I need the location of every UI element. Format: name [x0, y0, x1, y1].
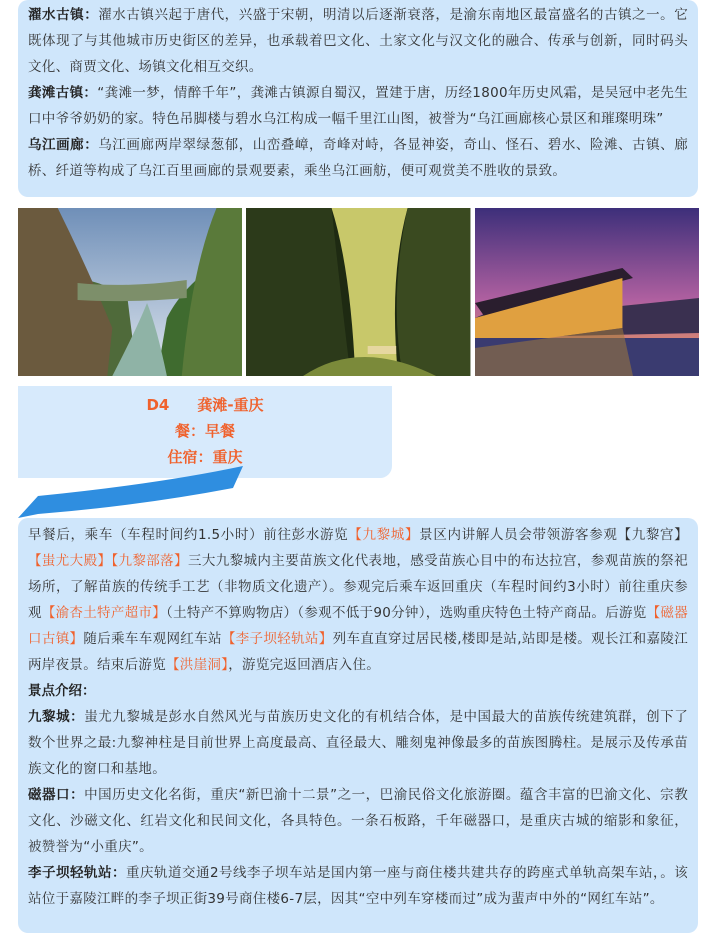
itinerary-text-5: 随后乘车车观网红车站: [83, 631, 222, 647]
gongtan-text: “龚滩一梦，情醉千年”，龚滩古镇源自蜀汉，置建于唐，历经1800年历史风霜，是吴冠中老先生口中爷爷奶奶的家。特色吊脚楼与碧水乌江构成一幅千里江山图，被誉为“乌江画廊核心景区和璀璨明珠”: [28, 85, 689, 127]
highlight-liziba-station: 【李子坝轻轨站】: [221, 631, 333, 647]
zhuoshui-title: 濯水古镇：: [28, 7, 99, 23]
liziba-intro-text: 重庆轨道交通2号线李子坝车站是国内第一座与商住楼共建共存的跨座式单轨高架车站，。该站位于嘉陵江畔的李子坝正街39号商住楼6-7层，因其“空中列车穿楼而过”成为蜚声中外的“网红车站”。: [28, 865, 688, 907]
canyon-boat-photo: [246, 208, 470, 376]
jiuli-intro-title: 九黎城：: [28, 709, 85, 725]
itinerary-text-3: 三大九黎城内主要苗族文化代表地，感受苗族心目中的布达拉宫，参观苗族的祭祀场所，了解苗族的传统手工艺（非物质文化遗产）。参观完后乘车返回重庆（车程时间约3小时）前往重庆参观: [28, 553, 688, 621]
day-title-line: [18, 392, 392, 418]
day-stay: 住宿：重庆: [167, 448, 243, 466]
gongtan-title: 龚滩古镇：: [28, 85, 98, 101]
highlight-jiuli-tribe: 【九黎部落】: [111, 553, 188, 569]
zhuoshui-text: 濯水古镇兴起于唐代，兴盛于宋朝，明清以后逐渐衰落，是渝东南地区最富盛名的古镇之一。它既体现了与其他城市历史街区的差异，也承载着巴文化、土家文化与汉文化的融合、传承与创新，同时码头文化、商贾文化、场镇文化相互交织。: [28, 7, 689, 75]
itinerary-text-2: 景区内讲解人员会带领游客参观【九黎宫】: [419, 527, 689, 543]
itinerary-paragraph: [28, 522, 688, 678]
day-label: D4: [146, 396, 170, 414]
attractions-card-top: [18, 0, 698, 197]
gorge-river-photo: [18, 208, 242, 376]
highlight-chiyou-hall: 【蚩尤大殿】: [28, 553, 112, 569]
wujiang-text: 乌江画廊两岸翠绿葱郁，山峦叠嶂，奇峰对峙，各显神姿，奇山、怪石、碧水、险滩、古镇、廊桥、纤道等构成了乌江百里画廊的景观要素，乘坐乌江画舫，便可观赏美不胜收的景致。: [28, 137, 689, 179]
covered-bridge-night-photo: [475, 208, 699, 376]
liziba-intro: [28, 860, 688, 912]
ciqikou-intro-text: 中国历史文化名街，重庆“新巴渝十二景”之一，巴渝民俗文化旅游圈。蕴含丰富的巴渝文化、宗教文化、沙磁文化、红岩文化和民间文化，各具特色。一条石板路，千年磁器口，是重庆古城的缩影和象征，被赞誉为“小重庆”。: [28, 787, 689, 855]
liziba-intro-title: 李子坝轻轨站：: [28, 865, 126, 881]
wujiang-title: 乌江画廊：: [28, 137, 99, 153]
itinerary-text-7: ，游览完返回酒店入住。: [228, 657, 381, 673]
gongtan-paragraph: [28, 80, 688, 132]
day-header: [18, 386, 392, 478]
highlight-ciqikou: 【磁器口古镇】: [28, 605, 688, 647]
itinerary-card: [18, 518, 698, 933]
ciqikou-intro-title: 磁器口：: [28, 787, 85, 803]
highlight-jiuli-city: 【九黎城】: [348, 527, 420, 543]
itinerary-text-6: 列车直直穿过居民楼,楼即是站,站即是楼。观长江和嘉陵江两岸夜景。结束后游览: [28, 631, 689, 673]
itinerary-text-1: 早餐后，乘车（车程时间约1.5小时）前往彭水游览: [28, 527, 349, 543]
decorative-ribbon: [18, 466, 392, 518]
jiuli-intro-text: 蚩尤九黎城是彭水自然风光与苗族历史文化的有机结合体，是中国最大的苗族传统建筑群，创下了数个世界之最:九黎神柱是目前世界上高度最高、直径最大、雕刻鬼神像最多的苗族图腾柱。是展示及传承苗族文化的窗口和基地。: [28, 709, 689, 777]
highlight-hongyadong: 【洪崖洞】: [166, 657, 229, 673]
intro-heading: 景点介绍：: [28, 683, 96, 699]
photo-strip: [18, 208, 699, 376]
jiuli-intro: [28, 704, 688, 782]
wujiang-paragraph: [28, 132, 688, 184]
day-meal: 餐：早餐: [174, 422, 235, 440]
zhuoshui-paragraph: [28, 2, 688, 80]
itinerary-text-4: （土特产不算购物店）（参观不低于90分钟），选购重庆特色土特产商品。后游览: [166, 605, 647, 621]
ciqikou-intro: [28, 782, 688, 860]
highlight-specialty-market: 【渝杏土特产超市】: [41, 605, 167, 621]
day-route: 龚滩-重庆: [197, 396, 264, 414]
